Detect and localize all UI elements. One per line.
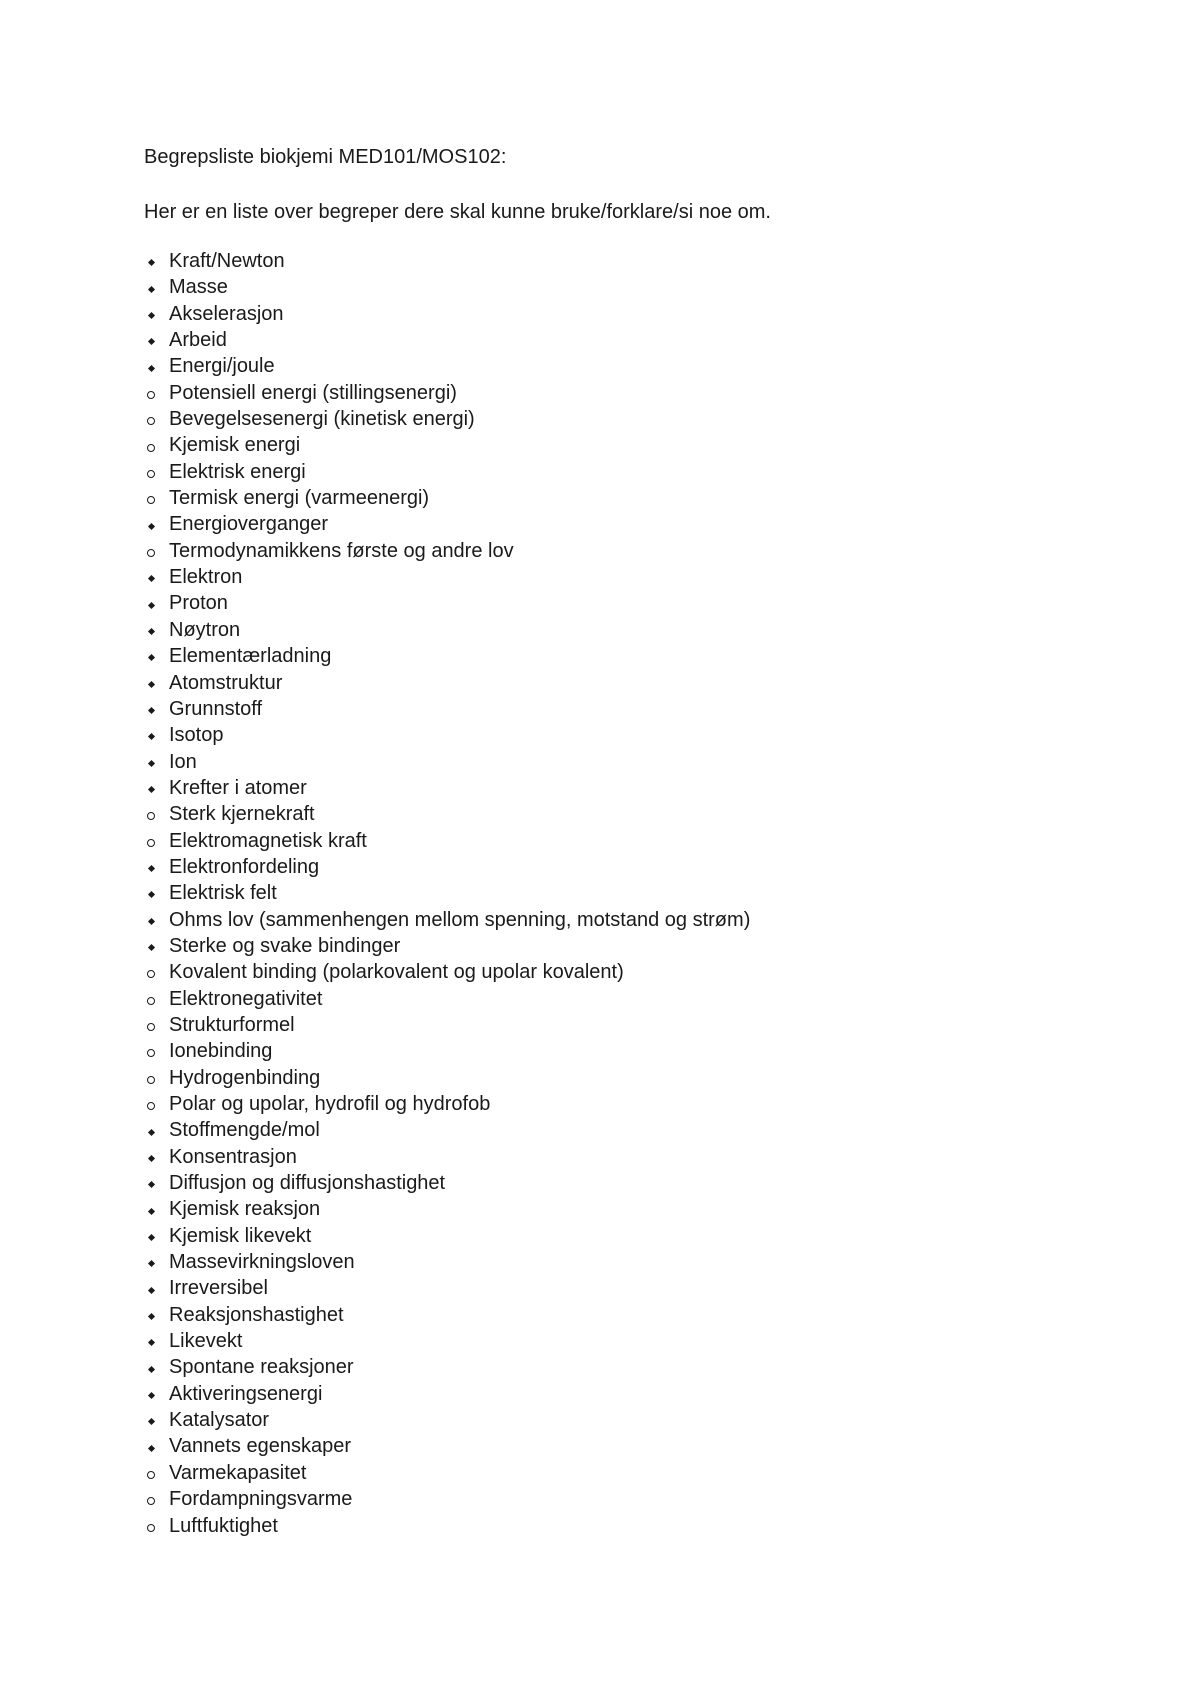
disc-bullet-icon bbox=[144, 1407, 158, 1433]
disc-bullet-icon bbox=[144, 353, 158, 379]
list-item bbox=[144, 432, 750, 458]
list-item-text: Sterke og svake bindinger bbox=[169, 934, 401, 957]
disc-bullet-icon bbox=[144, 775, 158, 801]
list-item-text: Masse bbox=[169, 276, 228, 299]
list-item bbox=[144, 1065, 750, 1091]
disc-bullet-icon bbox=[144, 1144, 158, 1170]
circle-bullet-icon bbox=[144, 959, 158, 985]
circle-bullet-icon bbox=[144, 432, 158, 458]
list-item-text: Likevekt bbox=[169, 1330, 243, 1353]
disc-bullet-icon bbox=[144, 1433, 158, 1459]
list-item bbox=[144, 1433, 750, 1459]
list-item bbox=[144, 1275, 750, 1301]
list-item-text: Ohms lov (sammenhengen mellom spenning, motstand og strøm) bbox=[169, 908, 751, 931]
list-item-text: Energioverganger bbox=[169, 513, 328, 536]
list-item-text: Kjemisk energi bbox=[169, 434, 301, 457]
list-item-text: Proton bbox=[169, 592, 228, 615]
circle-bullet-icon bbox=[144, 380, 158, 406]
list-item bbox=[144, 459, 750, 485]
disc-bullet-icon bbox=[144, 933, 158, 959]
list-item-text: Stoffmengde/mol bbox=[169, 1119, 320, 1142]
list-item-text: Elektrisk felt bbox=[169, 882, 277, 905]
list-item-text: Kjemisk reaksjon bbox=[169, 1198, 321, 1221]
list-item bbox=[144, 1170, 750, 1196]
list-item-text: Elektronfordeling bbox=[169, 855, 320, 878]
circle-bullet-icon bbox=[144, 1513, 158, 1539]
document-intro: Her er en liste over begreper dere skal kunne bruke/forklare/si noe om. bbox=[144, 201, 771, 223]
disc-bullet-icon bbox=[144, 301, 158, 327]
disc-bullet-icon bbox=[144, 1170, 158, 1196]
list-item bbox=[144, 1513, 750, 1539]
list-item-text: Polar og upolar, hydrofil og hydrofob bbox=[169, 1093, 491, 1115]
circle-bullet-icon bbox=[144, 406, 158, 432]
list-item bbox=[144, 1381, 750, 1407]
list-item bbox=[144, 353, 750, 379]
list-item bbox=[144, 617, 750, 643]
list-item-text: Ion bbox=[169, 750, 197, 773]
list-item bbox=[144, 775, 750, 801]
list-item bbox=[144, 274, 750, 300]
list-item bbox=[144, 986, 750, 1012]
list-item bbox=[144, 406, 750, 432]
list-item-text: Krefter i atomer bbox=[169, 776, 307, 799]
list-item-text: Arbeid bbox=[169, 329, 227, 352]
disc-bullet-icon bbox=[144, 1302, 158, 1328]
list-item bbox=[144, 933, 750, 959]
list-item bbox=[144, 590, 750, 616]
list-item bbox=[144, 301, 750, 327]
list-item-text: Elektronegativitet bbox=[169, 987, 323, 1010]
disc-bullet-icon bbox=[144, 854, 158, 880]
list-item bbox=[144, 880, 750, 906]
list-item-text: Katalysator bbox=[169, 1409, 270, 1432]
disc-bullet-icon bbox=[144, 564, 158, 590]
disc-bullet-icon bbox=[144, 749, 158, 775]
list-item-text: Potensiell energi (stillingsenergi) bbox=[169, 381, 457, 404]
disc-bullet-icon bbox=[144, 1381, 158, 1407]
list-item-text: Elektron bbox=[169, 566, 243, 589]
list-item-text: Energi/joule bbox=[169, 355, 275, 378]
disc-bullet-icon bbox=[144, 1196, 158, 1222]
circle-bullet-icon bbox=[144, 1091, 158, 1117]
list-item bbox=[144, 1144, 750, 1170]
list-item-text: Termisk energi (varmeenergi) bbox=[169, 487, 430, 510]
disc-bullet-icon bbox=[144, 617, 158, 643]
disc-bullet-icon bbox=[144, 907, 158, 933]
list-item bbox=[144, 801, 750, 827]
circle-bullet-icon bbox=[144, 459, 158, 485]
list-item-text: Hydrogenbinding bbox=[169, 1066, 321, 1089]
disc-bullet-icon bbox=[144, 1354, 158, 1380]
list-item bbox=[144, 1038, 750, 1064]
list-item bbox=[144, 907, 750, 933]
list-item-text: Akselerasjon bbox=[169, 302, 284, 325]
circle-bullet-icon bbox=[144, 828, 158, 854]
list-item-text: Kjemisk likevekt bbox=[169, 1224, 312, 1247]
circle-bullet-icon bbox=[144, 1012, 158, 1038]
list-item-text: Elektromagnetisk kraft bbox=[169, 829, 367, 852]
disc-bullet-icon bbox=[144, 1275, 158, 1301]
term-list bbox=[144, 248, 750, 1539]
list-item-text: Ionebinding bbox=[169, 1040, 273, 1063]
circle-bullet-icon bbox=[144, 986, 158, 1012]
list-item bbox=[144, 749, 750, 775]
list-item-text: Nøytron bbox=[169, 618, 241, 641]
list-item bbox=[144, 1302, 750, 1328]
list-item-text: Varmekapasitet bbox=[169, 1461, 307, 1484]
list-item-text: Elementærladning bbox=[169, 645, 332, 668]
list-item bbox=[144, 1486, 750, 1512]
disc-bullet-icon bbox=[144, 722, 158, 748]
list-item-text: Diffusjon og diffusjonshastighet bbox=[169, 1172, 446, 1195]
list-item bbox=[144, 1091, 750, 1117]
circle-bullet-icon bbox=[144, 1065, 158, 1091]
list-item-text: Luftfuktighet bbox=[169, 1514, 278, 1537]
list-item bbox=[144, 1249, 750, 1275]
disc-bullet-icon bbox=[144, 274, 158, 300]
list-item-text: Grunnstoff bbox=[169, 697, 263, 720]
list-item-text: Aktiveringsenergi bbox=[169, 1382, 323, 1405]
disc-bullet-icon bbox=[144, 248, 158, 274]
list-item-text: Konsentrasjon bbox=[169, 1145, 297, 1168]
list-item bbox=[144, 380, 750, 406]
disc-bullet-icon bbox=[144, 1117, 158, 1143]
list-item-text: Isotop bbox=[169, 724, 224, 747]
list-item bbox=[144, 538, 750, 564]
list-item bbox=[144, 1328, 750, 1354]
list-item bbox=[144, 1460, 750, 1486]
disc-bullet-icon bbox=[144, 643, 158, 669]
disc-bullet-icon bbox=[144, 327, 158, 353]
circle-bullet-icon bbox=[144, 1460, 158, 1486]
circle-bullet-icon bbox=[144, 1486, 158, 1512]
list-item-text: Termodynamikkens første og andre lov bbox=[169, 539, 514, 562]
list-item bbox=[144, 828, 750, 854]
list-item bbox=[144, 1117, 750, 1143]
disc-bullet-icon bbox=[144, 670, 158, 696]
list-item bbox=[144, 1012, 750, 1038]
disc-bullet-icon bbox=[144, 590, 158, 616]
list-item-text: Massevirkningsloven bbox=[169, 1251, 355, 1274]
list-item bbox=[144, 1407, 750, 1433]
list-item bbox=[144, 1223, 750, 1249]
circle-bullet-icon bbox=[144, 538, 158, 564]
list-item bbox=[144, 511, 750, 537]
list-item bbox=[144, 327, 750, 353]
list-item-text: Kraft/Newton bbox=[169, 250, 285, 272]
list-item-text: Strukturformel bbox=[169, 1013, 295, 1036]
list-item-text: Spontane reaksjoner bbox=[169, 1356, 354, 1379]
list-item bbox=[144, 722, 750, 748]
list-item-text: Irreversibel bbox=[169, 1277, 268, 1300]
list-item bbox=[144, 248, 750, 274]
disc-bullet-icon bbox=[144, 1223, 158, 1249]
circle-bullet-icon bbox=[144, 1038, 158, 1064]
list-item-text: Kovalent binding (polarkovalent og upolar kovalent) bbox=[169, 961, 624, 984]
list-item-text: Atomstruktur bbox=[169, 671, 283, 694]
list-item bbox=[144, 1354, 750, 1380]
list-item bbox=[144, 643, 750, 669]
list-item-text: Sterk kjernekraft bbox=[169, 803, 315, 826]
list-item bbox=[144, 670, 750, 696]
list-item bbox=[144, 485, 750, 511]
disc-bullet-icon bbox=[144, 1328, 158, 1354]
list-item bbox=[144, 564, 750, 590]
list-item-text: Fordampningsvarme bbox=[169, 1488, 353, 1511]
disc-bullet-icon bbox=[144, 880, 158, 906]
list-item-text: Bevegelsesenergi (kinetisk energi) bbox=[169, 408, 475, 431]
list-item bbox=[144, 854, 750, 880]
list-item bbox=[144, 696, 750, 722]
disc-bullet-icon bbox=[144, 511, 158, 537]
circle-bullet-icon bbox=[144, 801, 158, 827]
list-item-text: Elektrisk energi bbox=[169, 460, 306, 483]
disc-bullet-icon bbox=[144, 1249, 158, 1275]
list-item-text: Reaksjonshastighet bbox=[169, 1303, 344, 1326]
list-item bbox=[144, 959, 750, 985]
circle-bullet-icon bbox=[144, 485, 158, 511]
disc-bullet-icon bbox=[144, 696, 158, 722]
list-item-text: Vannets egenskaper bbox=[169, 1435, 351, 1458]
list-item bbox=[144, 1196, 750, 1222]
document-title: Begrepsliste biokjemi MED101/MOS102: bbox=[144, 146, 507, 168]
